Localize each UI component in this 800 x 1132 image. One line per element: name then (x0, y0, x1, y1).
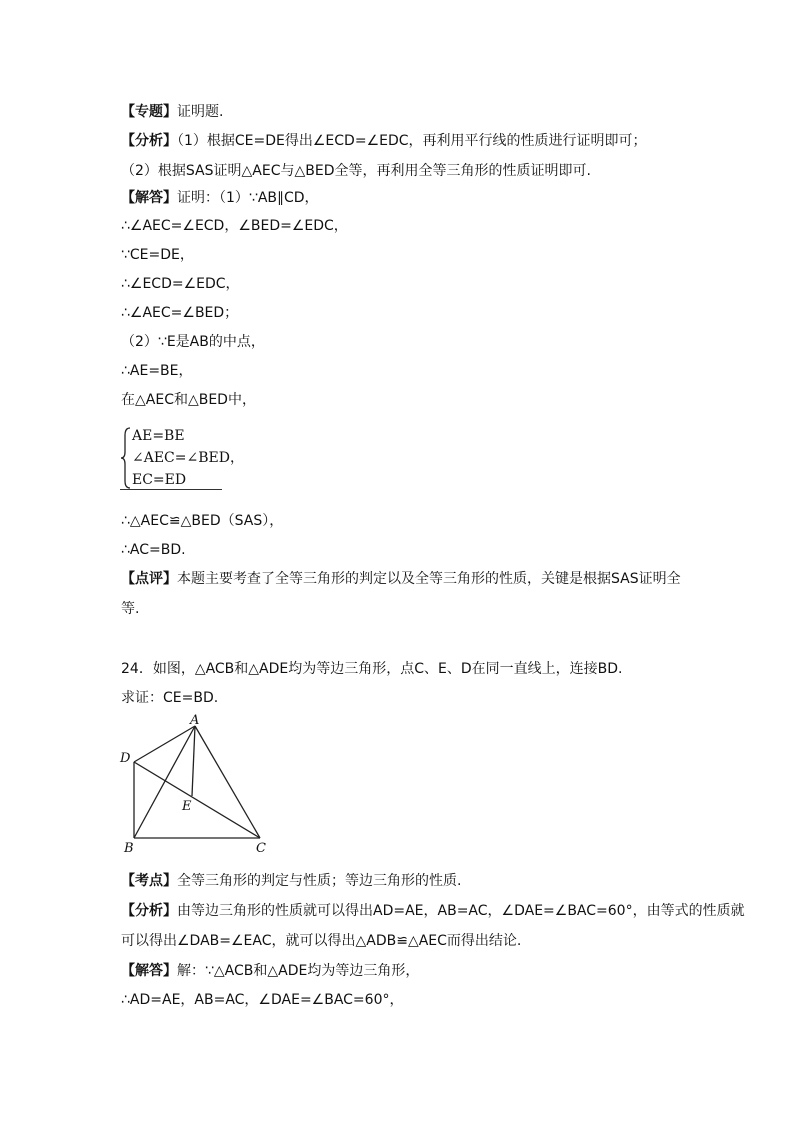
solution-line-2: ∴∠AEC=∠ECD，∠BED=∠EDC， (121, 218, 348, 234)
solution2-line-1: 【解答】解：∵△ACB和△ADE均为等边三角形， (121, 963, 420, 979)
triangle-diagram (118, 712, 268, 854)
system-eq-1: AE=BE (132, 428, 185, 444)
problem-statement: 24．如图，△ACB和△ADE均为等边三角形，点C、E、D在同一直线上，连接BD. (121, 661, 623, 677)
system-eq-2: ∠AEC=∠BED， (132, 450, 244, 466)
analysis-line-1: 【分析】（1）根据CE=DE得出∠ECD=∠EDC，再利用平行线的性质进行证明即可； (121, 133, 647, 149)
kaodian-line: 【考点】全等三角形的判定与性质；等边三角形的性质. (121, 873, 462, 889)
analysis2-line-1: 【分析】由等边三角形的性质就可以得出AD=AE，AB=AC，∠DAE=∠BAC=60°，由等式的性质就 (121, 903, 745, 919)
label-A: A (190, 713, 200, 728)
solution-line-8: 在△AEC和△BED中， (121, 392, 256, 408)
left-brace-icon (120, 427, 132, 489)
edge-AC (195, 726, 260, 838)
system-underline (120, 489, 222, 490)
label-E: E (182, 799, 192, 814)
label-D: D (120, 751, 131, 766)
conclusion-line-1: ∴△AEC≌△BED（SAS）， (121, 513, 284, 529)
edge-AE (192, 726, 195, 796)
label-C: C (256, 841, 266, 854)
solution-line-7: ∴AE=BE， (121, 363, 193, 379)
equation-system (120, 427, 244, 491)
edge-DC (134, 762, 260, 838)
comment-line-1: 【点评】本题主要考查了全等三角形的判定以及全等三角形的性质，关键是根据SAS证明全 (121, 571, 681, 587)
solution-line-4: ∴∠ECD=∠EDC， (121, 276, 240, 292)
topic-line: 【专题】证明题. (121, 104, 224, 120)
system-eq-3: EC=ED (132, 472, 187, 488)
analysis-line-2: （2）根据SAS证明△AEC与△BED全等，再利用全等三角形的性质证明即可. (121, 163, 591, 179)
geometry-figure (118, 712, 268, 854)
comment-line-2: 等. (121, 601, 140, 617)
conclusion-line-2: ∴AC=BD. (121, 542, 186, 558)
solution-line-6: （2）∵E是AB的中点， (121, 334, 265, 350)
solution-line-3: ∵CE=DE， (121, 247, 194, 263)
solution-line-1: 【解答】证明：（1）∵AB∥CD， (121, 190, 319, 206)
solution-line-5: ∴∠AEC=∠BED； (121, 305, 239, 321)
edge-AB (134, 726, 195, 838)
analysis2-line-2: 可以得出∠DAB=∠EAC，就可以得出△ADB≌△AEC而得出结论. (121, 933, 522, 949)
problem-prove: 求证：CE=BD. (121, 690, 219, 706)
solution2-line-2: ∴AD=AE，AB=AC，∠DAE=∠BAC=60°， (121, 992, 404, 1008)
label-B: B (124, 841, 134, 854)
